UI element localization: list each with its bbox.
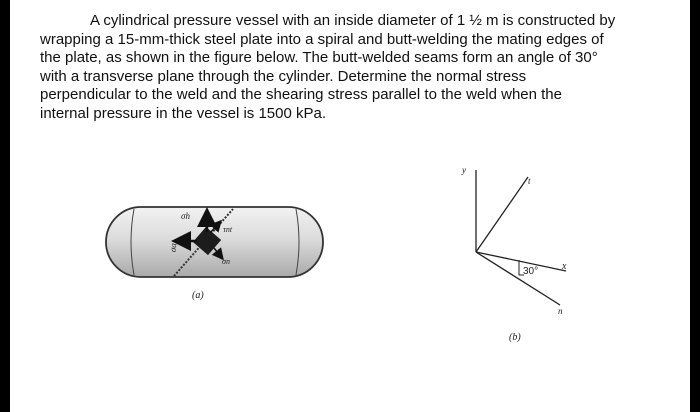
x-axis-label: x — [562, 261, 567, 272]
n-axis-label: n — [558, 306, 563, 316]
figure-a — [106, 207, 323, 301]
figure-a-caption: (a) — [192, 290, 204, 301]
problem-line: perpendicular to the weld and the shearing stress parallel to the weld when the — [40, 86, 562, 103]
y-axis-label: y — [462, 165, 466, 175]
sigma-a-label: σa — [167, 242, 179, 253]
tau-label: τnt — [223, 225, 233, 234]
problem-line: A cylindrical pressure vessel with an inside diameter of 1 ½ m is constructed by — [90, 12, 616, 29]
figure-b — [461, 165, 567, 343]
t-axis — [476, 177, 528, 252]
problem-line: the plate, as shown in the figure below. The butt-welded seams form an angle of 30° — [40, 49, 598, 66]
problem-line: with a transverse plane through the cylinder. Determine the normal stress — [40, 67, 527, 85]
problem-line: wrapping a 15-mm-thick steel plate into a spiral and butt-welding the mating edges of — [40, 30, 604, 48]
x-axis — [476, 252, 566, 271]
figure-b-caption: (b) — [509, 332, 521, 343]
sigma-h-label: σh — [181, 211, 190, 221]
angle-label: 30° — [523, 266, 539, 277]
problem-line: internal pressure in the vessel is 1500 kPa. — [40, 104, 326, 122]
t-axis-label: t — [528, 176, 531, 186]
sigma-n-label: σn — [222, 257, 230, 266]
n-axis — [476, 252, 560, 305]
